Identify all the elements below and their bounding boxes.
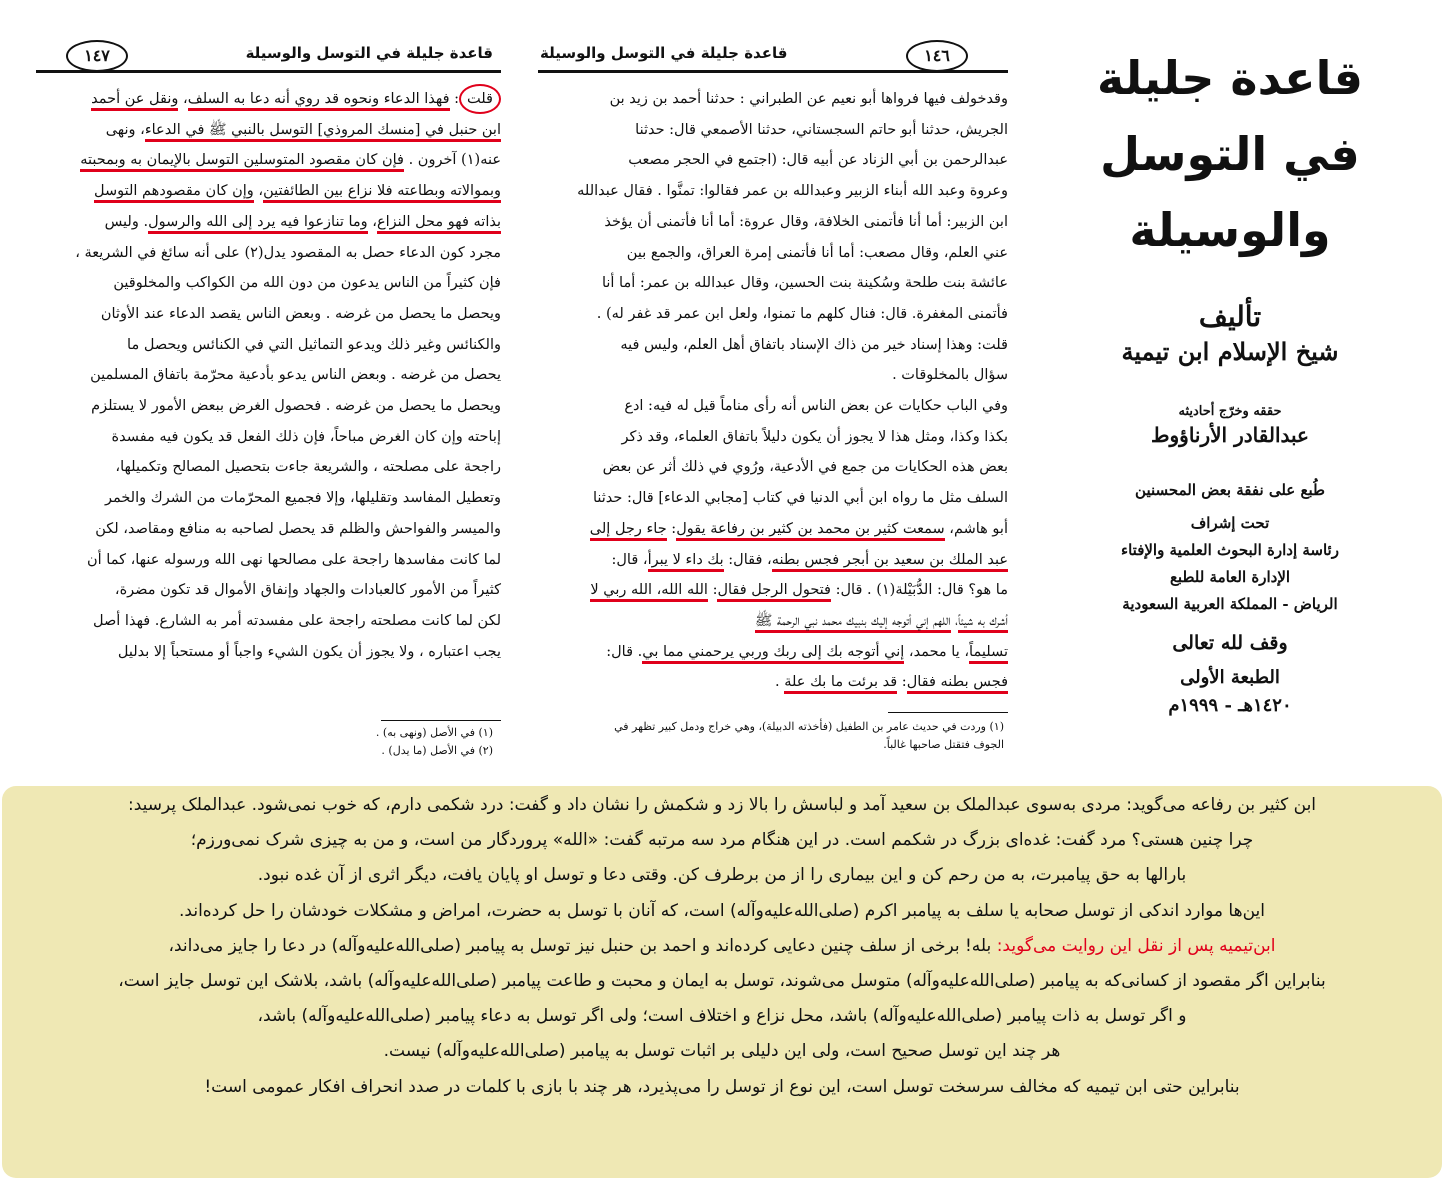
text-line xyxy=(36,606,501,637)
text-line xyxy=(538,606,1008,637)
text-line xyxy=(36,575,501,606)
page-body-text xyxy=(538,84,1008,698)
text-segment: وقدخولف فيها فرواها أبو نعيم عن الطبراني : حدثنا أحمد بن زيد بن xyxy=(609,91,1008,107)
text-segment: وعروة وعبد الله أبناء الزبير وعبدالله بن عمر فقالوا: تمنَّوا . فقال عبدالله xyxy=(577,183,1008,200)
text-line xyxy=(538,545,1008,576)
running-head xyxy=(538,40,1008,73)
text-segment: راجحة على مصلحته ، والشريعة جاءت بتحصيل المصالح وتكميلها، xyxy=(115,459,501,476)
edition-date: ١٤٢٠هـ - ١٩٩٩م xyxy=(1168,695,1292,716)
underlined-phrase: ونقل عن أحمد xyxy=(91,91,178,111)
text-line xyxy=(538,299,1008,330)
underlined-phrase: قد برئت ما بك علة xyxy=(784,674,897,694)
text-segment: بكذا وكذا، ومثل هذا لا يجوز أن يكون دليلاً باتفاق العلماء، وقد ذكر xyxy=(621,428,1008,445)
text-line xyxy=(36,84,501,115)
underlined-phrase: وما تنازعوا فيه يرد إلى الله والرسول xyxy=(148,214,368,234)
underlined-phrase: عبد الملك بن سعيد بن أبجر فجس بطنه xyxy=(772,552,1008,572)
cover-title-line-1: قاعدة جليلة xyxy=(1097,51,1363,105)
text-line xyxy=(36,360,501,391)
text-segment: لما كانت مفاسدها راجحة على مصالحها نهى الله ورسوله عنها، كما أن xyxy=(86,551,501,568)
text-segment: عائشة بنت طلحة وسُكينة بنت الحسين، وقال عبدالله بن عمر: أما أنا xyxy=(601,275,1008,292)
text-segment: (١) آخرون . xyxy=(403,152,481,169)
text-segment: ، xyxy=(950,612,958,629)
underlined-phrase: وبموالاته وبطاعته فلا نزاع بين الطائفتين xyxy=(263,183,501,203)
book-page-147 xyxy=(36,30,501,770)
running-title: قاعدة جليلة في التوسل والوسيلة xyxy=(540,44,788,62)
underlined-phrase: اللهم إني أتوجه إليك بنبيك محمد نبي الرحمة ﷺ xyxy=(755,613,951,633)
text-segment: إباحته وإن كان الغرض مباحاً، فإن ذلك الفعل قد يكون فيه مفسدة xyxy=(111,428,501,445)
editor-name: عبدالقادر الأرناؤوط xyxy=(1151,423,1309,447)
text-segment: ابن الزبير: أما أنا فأتمنى الخلافة، وقال عروة: أما أنا فأتمنى أن يؤخذ xyxy=(604,213,1008,230)
text-segment: السلف مثل ما رواه ابن أبي الدنيا في كتاب [مجابي الدعاء] قال: حدثنا xyxy=(592,490,1008,507)
text-segment: وفي الباب حكايات عن بعض الناس أنه رأى مناماً قيل له فيه: ادع xyxy=(624,398,1008,415)
text-line xyxy=(538,84,1008,115)
text-line xyxy=(538,514,1008,545)
text-segment: كثيراً من الأمور كالعبادات والجهاد وإنفاق الأموال قد تكون مضرة، xyxy=(114,582,501,599)
text-line xyxy=(36,207,501,238)
book-cover xyxy=(1030,40,1430,740)
cover-title-line-2: في التوسل والوسيلة xyxy=(1100,127,1360,257)
underlined-phrase: جاء رجل إلى xyxy=(590,521,667,541)
text-line xyxy=(36,545,501,576)
authored-label: تأليف xyxy=(1198,300,1262,333)
running-title: قاعدة جليلة في التوسل والوسيلة xyxy=(245,44,493,62)
text-segment: لكن لما كانت مصلحته راجحة على مفسدته أمر به الشارع. فهذا أصل xyxy=(93,612,501,629)
underlined-phrase: بك داء لا يبرأ xyxy=(648,552,724,572)
translation-line: این‌ها موارد اندکی از توسل صحابه یا سلف به پیامبر اکرم (صلی‌الله‌علیه‌وآله) است، که آنان با توسل به حضرت، امراض و مشکلات خودشان را حل کرده‌اند. xyxy=(179,900,1265,921)
translation-line: و اگر توسل به ذات پیامبر (صلی‌الله‌علیه‌وآله) باشد، محل نزاع و اختلاف است؛ ولی اگر توسل به دعاء پیامبر (صلی‌الله‌علیه‌وآله) باشد، xyxy=(257,1006,1187,1027)
text-segment: أبو هاشم، xyxy=(944,520,1008,537)
text-line xyxy=(538,238,1008,269)
text-line xyxy=(538,330,1008,361)
text-line xyxy=(36,422,501,453)
text-segment: ، قال: xyxy=(611,551,648,568)
text-segment: الجريش، حدثنا أبو حاتم السجستاني، حدثنا الأصمعي قال: حدثنا xyxy=(635,121,1008,138)
translation-line xyxy=(2,929,1442,964)
text-line xyxy=(538,483,1008,514)
text-line xyxy=(538,452,1008,483)
text-line xyxy=(36,514,501,545)
text-segment: ، xyxy=(253,183,264,200)
underlined-phrase: فإن كان مقصود المتوسلين التوسل بالإيمان به وبمحبته xyxy=(80,152,404,172)
running-head xyxy=(36,40,501,73)
publisher-place: الرياض - المملكة العربية السعودية xyxy=(1122,595,1338,613)
translation-line: بنابراین حتی ابن تیمیه که مخالف سرسخت توسل است، این نوع از توسل را می‌پذیرد، هر چند با بازی با کلمات در صدد انحراف افکار عمومی است! xyxy=(204,1076,1240,1097)
text-segment: ، xyxy=(367,213,377,230)
underlined-phrase: أشرك به شيئاً xyxy=(958,613,1008,633)
translation-line: بارالها به حق پیامبرت، به من رحم کن و این بیماری را از من برطرف کن. وقتی دعا و توسل او پایان یافت، دیگر اثری از آن غده نبود. xyxy=(257,865,1187,886)
text-line xyxy=(36,299,501,330)
text-line xyxy=(36,238,501,269)
text-segment: . وليس xyxy=(104,213,149,230)
supervision-label: تحت إشراف xyxy=(1190,514,1270,532)
text-line xyxy=(538,637,1008,668)
underlined-phrase: إني أتوجه بك إلى ربك وربي يرحمني مما بي xyxy=(642,644,904,664)
text-segment: والميسر والفواحش والظلم قد يحصل لصاحبه به منافع ومقاصد، لكن xyxy=(95,520,501,537)
text-line xyxy=(538,115,1008,146)
underlined-phrase: الله الله، الله ربي لا xyxy=(590,582,708,602)
page-number: ١٤٦ xyxy=(906,40,968,72)
editor-label: حققه وخرّج أحاديثه xyxy=(1178,404,1282,419)
translation-line: ابن کثیر بن رفاعه می‌گوید: مردی به‌سوی عبدالملک بن سعید آمد و لباسش را بالا زد و شکمش را نشان داد و گفت: درد شکمی دارم، که خوب نمی‌شود. عبدالملک پرسید: xyxy=(127,795,1317,815)
underlined-phrase: فتحول الرجل فقال xyxy=(717,582,831,602)
footnote-divider xyxy=(381,720,501,721)
underlined-phrase: سمعت كثير بن محمد بن كثير بن رفاعة يقول xyxy=(676,521,944,541)
text-line xyxy=(538,575,1008,606)
text-segment: عني العلم، وقال مصعب: أما أنا فأتمنى إمرة العراق، والجمع بين xyxy=(626,244,1008,261)
text-segment: ويحصل ما يحصل من غرضه . وبعض الناس يقصد الدعاء عند الأوثان xyxy=(100,305,501,322)
underlined-phrase: فهذا الدعاء ونحوه قد روي أنه دعا به السلف xyxy=(188,91,450,111)
text-segment: يجب اعتباره ، ولا يجوز أن يكون الشيء واجباً أو مستحباً إلا بدليل xyxy=(117,643,501,660)
text-segment: ويحصل ما يحصل من غرضه . فحصول الغرض ببعض الأمور لا يستلزم xyxy=(91,398,501,415)
translation-line: بنابراین اگر مقصود از کسانی‌که به پیامبر (صلی‌الله‌علیه‌وآله) متوسل می‌شوند، توسل به ایمان و محبت و طاعت پیامبر (صلی‌الله‌علیه‌وآله) باشد، بلاشک این توسل جایز است، xyxy=(118,971,1326,992)
text-segment: والكنائس وغير ذلك ويدعو التماثيل التي في الكنائس ويحصل ما xyxy=(127,336,501,353)
text-line xyxy=(36,330,501,361)
text-line xyxy=(36,115,501,146)
footnote-1: (١) في الأصل (ونهى به) . xyxy=(375,726,493,739)
book-page-146 xyxy=(538,30,1008,770)
text-segment: عنه xyxy=(480,152,501,169)
text-line xyxy=(538,176,1008,207)
text-line xyxy=(36,637,501,668)
text-segment: ، فقال: xyxy=(723,551,772,568)
text-segment: : xyxy=(897,674,907,691)
text-segment: : xyxy=(666,520,677,537)
text-segment: قلت: وهذا إسناد خير من ذاك الإسناد باتفاق أهل العلم، وليس فيه xyxy=(620,336,1008,353)
text-line xyxy=(36,176,501,207)
text-line xyxy=(538,360,1008,391)
text-segment: ، ونهى xyxy=(105,121,145,138)
translation-line: چرا چنین هستی؟ مرد گفت: غده‌ای بزرگ در شکمم است. در این هنگام مرد سه مرتبه گفت: «الله» پروردگار من است، و من به چیزی شرک نمی‌ورزم؛ xyxy=(190,830,1254,851)
text-segment: ما هو؟ قال: الدُّبَيْلة(١) . قال: xyxy=(831,582,1008,599)
underlined-phrase: فجس بطنه فقال xyxy=(907,674,1008,694)
text-line xyxy=(538,391,1008,422)
text-line xyxy=(538,145,1008,176)
author-name: شيخ الإسلام ابن تيمية xyxy=(1121,337,1339,366)
text-segment: ، xyxy=(178,91,188,107)
footnote-1: (١) وردت في حديث عامر بن الطفيل (فأخذته الدبيلة)، وهي خراج ودمل كبير تظهر في xyxy=(614,720,1004,733)
edition: الطبعة الأولى xyxy=(1180,667,1280,688)
footnotes xyxy=(43,724,493,760)
text-segment: مجرد كون الدعاء حصل به المقصود يدل(٢) على أنه سائغ في الشريعة ، xyxy=(75,244,501,261)
translation-text: بله! برخی از سلف چنین دعایی کرده‌اند و احمد بن حنبل نیز توسل به پیامبر (صلی‌الله‌علیه‌وآله) در دعا را جایز می‌داند، xyxy=(168,935,997,956)
text-line xyxy=(36,145,501,176)
page-number: ١٤٧ xyxy=(66,40,128,72)
text-segment: فإن كثيراً من الناس يدعون من دون الله من الكواكب والمخلوقين xyxy=(113,275,501,292)
text-line xyxy=(36,268,501,299)
waqf-note: وقف لله تعالى xyxy=(1172,632,1288,654)
text-segment: سؤال بالمخلوقات . xyxy=(892,367,1008,384)
printing-department: الإدارة العامة للطبع xyxy=(1169,568,1291,586)
text-segment: يحصل من غرضه . وبعض الناس يدعو بأدعية محرّمة باتفاق المسلمين xyxy=(90,367,501,384)
text-segment: : xyxy=(449,91,460,107)
text-line xyxy=(36,483,501,514)
highlighted-quote-intro: ابن‌تیمیه پس از نقل این روایت می‌گوید: xyxy=(996,935,1276,956)
footnote-divider xyxy=(888,712,1008,713)
text-segment: بعض هذه الحكايات من جمع في الأدعية، ورُوي في ذلك أثر عن بعض xyxy=(602,459,1008,476)
translation-line: هر چند این توسل صحیح است، ولی این دلیلی بر اثبات توسل به پیامبر (صلی‌الله‌علیه‌وآله) نیست. xyxy=(383,1041,1061,1062)
underlined-phrase: ابن حنبل في [منسك المروذي] التوسل بالنبي ﷺ في الدعاء xyxy=(145,122,501,142)
text-line xyxy=(538,207,1008,238)
circled-word: قلت xyxy=(459,84,501,114)
underlined-phrase: تسليماً xyxy=(969,644,1008,664)
translation-panel xyxy=(2,786,1442,1178)
text-segment: ، يا محمد، xyxy=(904,643,970,660)
underlined-phrase: بذاته فهو محل النزاع xyxy=(377,214,501,234)
text-line xyxy=(538,422,1008,453)
footnote-2: (٢) في الأصل (ما يدل) . xyxy=(381,744,493,757)
text-line xyxy=(36,452,501,483)
presidency: رئاسة إدارة البحوث العلمية والإفتاء xyxy=(1121,541,1339,559)
footnote-1-cont: الجوف فتقتل صاحبها غالباً. xyxy=(883,738,1004,751)
text-segment: : xyxy=(707,582,718,599)
text-segment: . xyxy=(775,674,785,691)
footnotes xyxy=(542,718,1004,754)
text-line xyxy=(538,667,1008,698)
text-line xyxy=(36,391,501,422)
printed-by: طُبع على نفقة بعض المحسنين xyxy=(1135,481,1325,499)
text-segment: فأتمنى المغفرة. قال: فنال كلهم ما تمنوا، ولعل ابن عمر قد غفر له) . xyxy=(596,305,1008,322)
text-segment: وتعطيل المفاسد وتقليلها، وإلا فجميع المحرّمات من الشرك والخمر xyxy=(104,490,501,507)
page-body-text xyxy=(36,84,501,667)
text-line xyxy=(538,268,1008,299)
underlined-phrase: وإن كان مقصودهم التوسل xyxy=(94,183,254,203)
text-segment: عبدالرحمن بن أبي الزناد عن أبيه قال: (اجتمع في الحجر مصعب xyxy=(628,152,1008,169)
text-segment: . قال: xyxy=(606,643,643,660)
